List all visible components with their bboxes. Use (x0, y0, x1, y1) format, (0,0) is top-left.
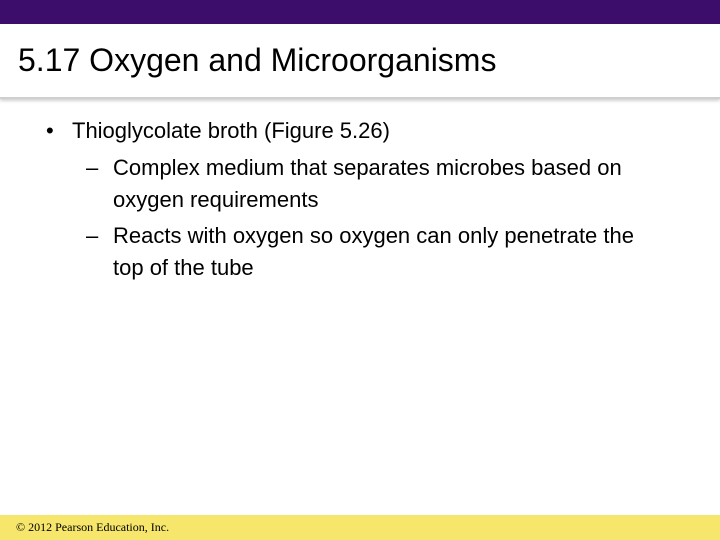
copyright-notice: © 2012 Pearson Education, Inc. (16, 520, 170, 534)
sub-bullet-item (86, 220, 646, 284)
slide-title: 5.17 Oxygen and Microorganisms (18, 42, 497, 78)
sub-bullet-marker: – (86, 223, 99, 248)
sub-bullet-text: Complex medium that separates microbes based on oxygen requirements (113, 155, 622, 212)
bullet-marker: • (46, 118, 54, 143)
sub-bullet-text: Reacts with oxygen so oxygen can only penetrate the top of the tube (113, 223, 634, 280)
sub-bullet-item (86, 152, 646, 216)
bullet-item (46, 116, 390, 146)
sub-bullet-marker: – (86, 155, 99, 180)
bullet-text: Thioglycolate broth (Figure 5.26) (72, 118, 390, 143)
